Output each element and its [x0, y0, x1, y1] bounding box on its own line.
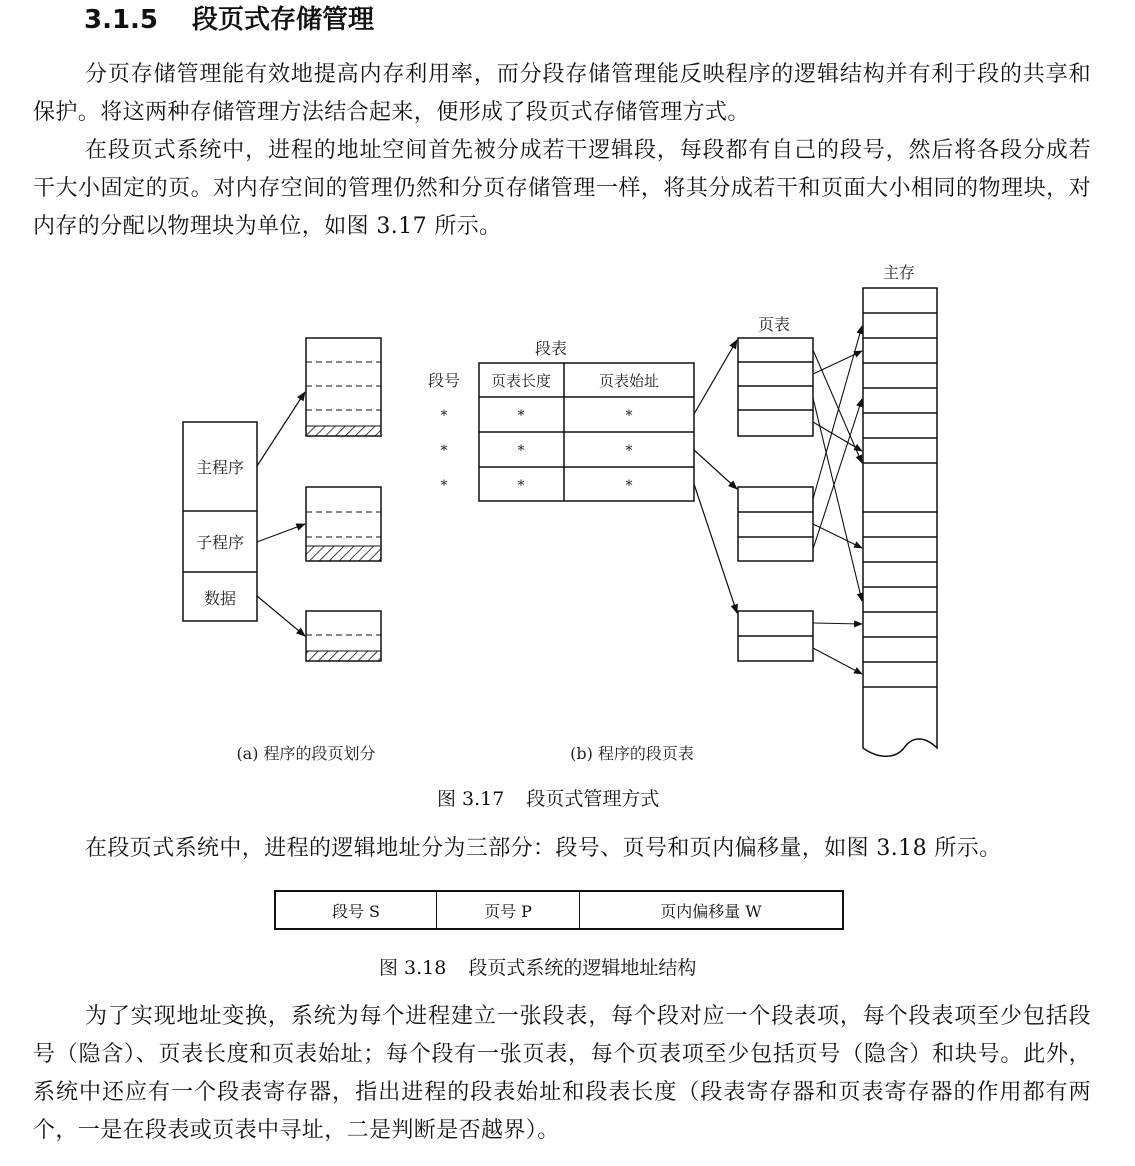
paragraph: 在段页式系统中，进程的逻辑地址分为三部分：段号、页号和页内偏移量，如图 3.18 所示。 [85, 836, 1002, 861]
address-field-page: 页号 P [437, 892, 580, 928]
arrows-a [257, 392, 305, 636]
section-heading [84, 2, 374, 38]
figure-3-17-diagram [0, 256, 1135, 766]
logical-address-structure [274, 890, 844, 930]
caption-text: 段页式管理方式 [526, 788, 660, 810]
caption-number: 图 3.18 [379, 957, 447, 979]
figure-3-18-caption [379, 955, 696, 981]
section-number: 3.1.5 [84, 5, 159, 35]
section-title: 段页式存储管理 [192, 5, 375, 35]
paragraph: 在段页式系统中，进程的地址空间首先被分成若干逻辑段，每段都有自己的段号，然后将各段分成若干大小固定的页。对内存空间的管理仍然和分页存储管理一样，将其分成若干和页面大小相同的物理块，对内存的分配以物理块为单位，如图 3.17 所示。 [33, 138, 1091, 239]
segment-table-cell: * [625, 478, 633, 494]
caption-text: 段页式系统的逻辑地址结构 [468, 957, 697, 979]
segment-table-cell: * [517, 408, 525, 424]
address-field-offset: 页内偏移量 W [660, 901, 762, 921]
paragraph: 为了实现地址变换，系统为每个进程建立一张段表，每个段对应一个段表项，每个段表项至少包括段号（隐含）、页表长度和页表始址；每个段有一张页表，每个页表项至少包括页号（隐含）和块号。此外，系统中还应有一个段表寄存器，指出进程的段表始址和段表长度（段表寄存器和页表寄存器的作用都有两个，一是在段表或页表中寻址，二是判断是否越界）。 [33, 1004, 1091, 1143]
segment-table-cell: * [517, 478, 525, 494]
segment-label-sub: 子程序 [195, 533, 245, 552]
figure-3-17-caption [437, 786, 659, 812]
subcaption-a: (a) 程序的段页划分 [236, 744, 376, 763]
segment-table-title: 段表 [534, 339, 568, 358]
page-table-label: 页表 [757, 315, 791, 334]
segment-pages-main [306, 338, 381, 436]
segment-no-label: 段号 [427, 371, 461, 390]
segment-no-cell: * [440, 478, 448, 494]
caption-number: 图 3.17 [437, 788, 505, 810]
segment-table-header-length: 页表长度 [490, 372, 552, 390]
segment-table-cell: * [625, 408, 633, 424]
segment-label-data: 数据 [203, 589, 237, 608]
segment-table-header-start: 页表始址 [598, 372, 660, 390]
paragraph: 分页存储管理能有效地提高内存利用率，而分段存储管理能反映程序的逻辑结构并有利于段的共享和保护。将这两种存储管理方法结合起来，便形成了段页式存储管理方式。 [33, 62, 1091, 125]
segment-no-cell: * [440, 443, 448, 459]
subcaption-b: (b) 程序的段页表 [570, 744, 694, 763]
segment-pages-data [306, 611, 381, 661]
arrows-b [694, 340, 737, 613]
page-tables [738, 338, 813, 661]
main-memory [863, 288, 937, 756]
segment-pages-sub [306, 487, 381, 561]
arrows-memory [813, 326, 862, 674]
segment-table-cell: * [625, 443, 633, 459]
segment-label-main: 主程序 [195, 458, 245, 477]
segment-table-cell: * [517, 443, 525, 459]
address-field-segment: 段号 S [276, 892, 437, 928]
main-memory-label: 主存 [882, 263, 916, 282]
segment-no-cell: * [440, 408, 448, 424]
